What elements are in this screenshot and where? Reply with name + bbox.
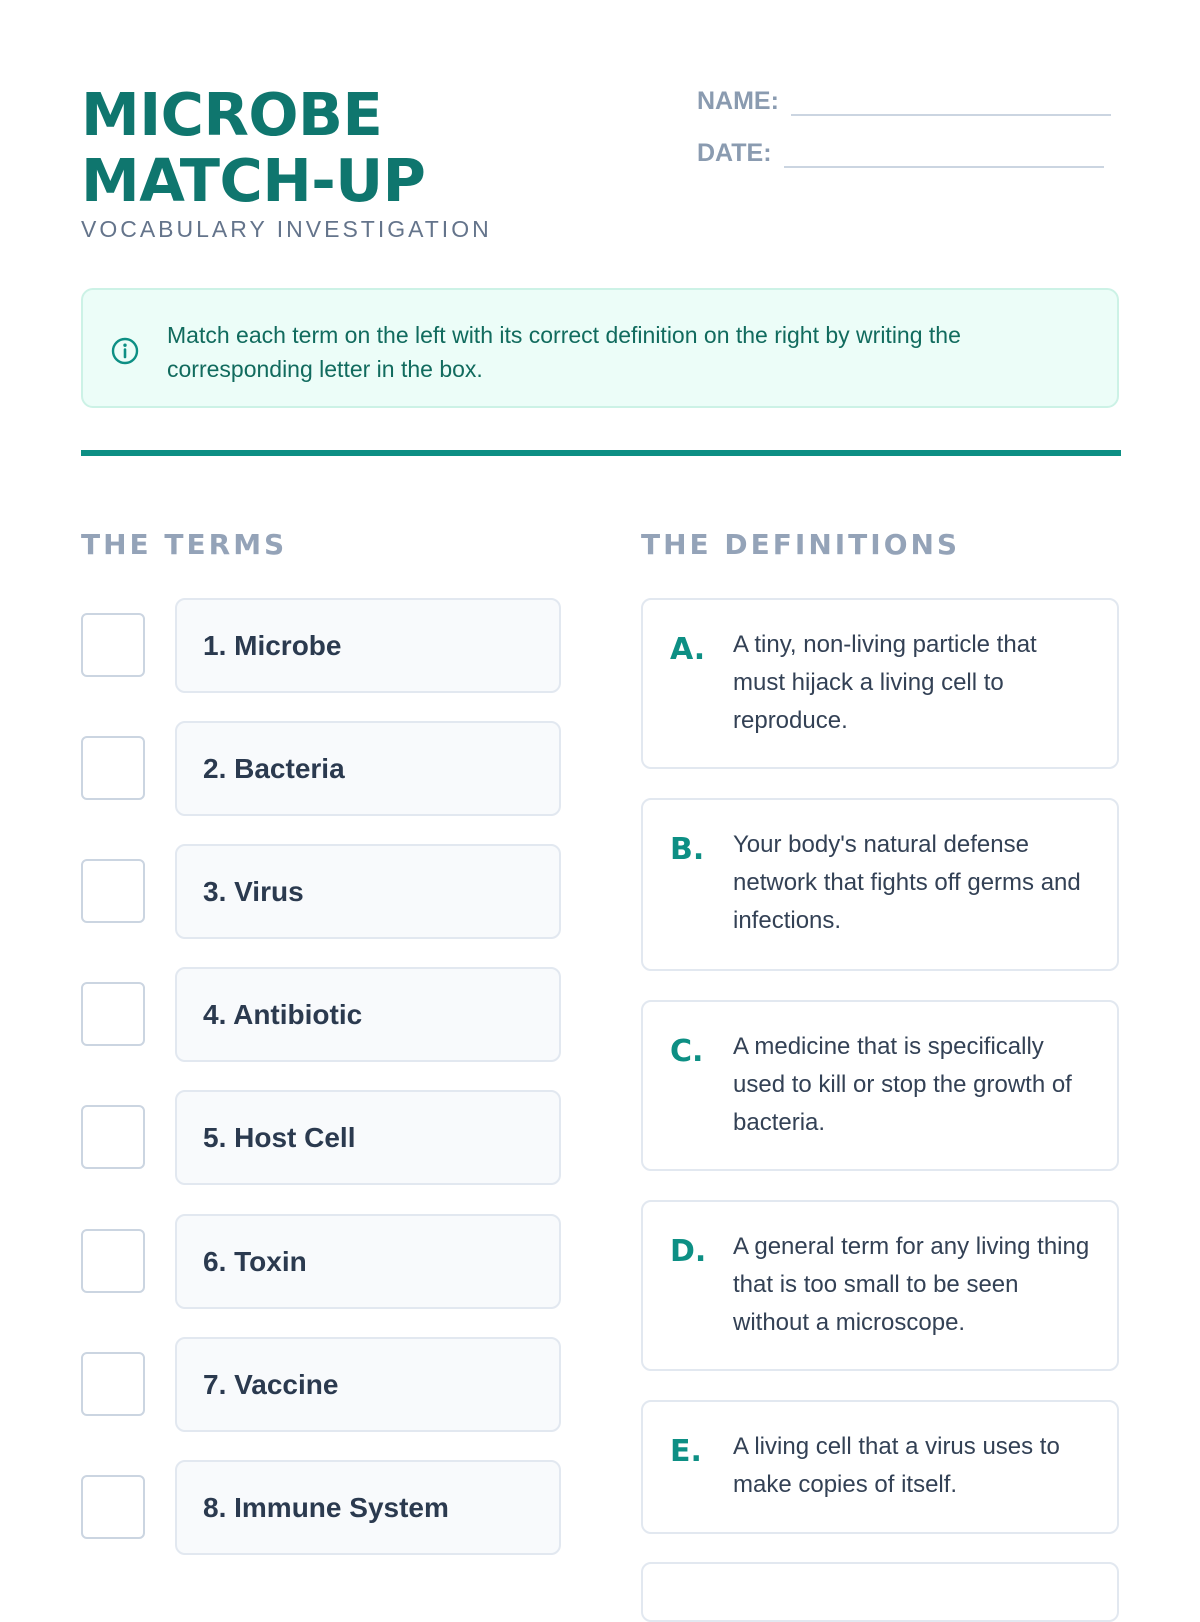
answer-box[interactable] (81, 1105, 145, 1169)
page-title: MICROBE MATCH-UP (81, 80, 426, 215)
term-card (175, 967, 561, 1062)
section-divider (81, 450, 1121, 456)
definitions-heading: THE DEFINITIONS (641, 528, 961, 561)
term-label: 4. Antibiotic (203, 999, 363, 1030)
answer-box[interactable] (81, 736, 145, 800)
term-label: 3. Virus (203, 876, 304, 907)
definition-text: A general term for any living thing that is too small to be seen without a microscope. (733, 1233, 1090, 1336)
term-card (175, 1460, 561, 1555)
definition-letter: B. (670, 832, 705, 867)
info-icon (110, 336, 140, 366)
definition-card (641, 1000, 1119, 1171)
name-field (697, 84, 1111, 116)
term-card (175, 1337, 561, 1432)
definition-text: A living cell that a virus uses to make copies of itself. (733, 1433, 1060, 1498)
term-card (175, 721, 561, 816)
answer-box[interactable] (81, 859, 145, 923)
definition-letter: C. (670, 1034, 704, 1069)
term-label: 1. Microbe (203, 630, 342, 661)
term-label: 7. Vaccine (203, 1369, 339, 1400)
term-row (81, 844, 561, 939)
term-label: 2. Bacteria (203, 753, 345, 784)
answer-box[interactable] (81, 1229, 145, 1293)
instructions-box (81, 288, 1119, 408)
term-row (81, 1337, 561, 1432)
name-label: NAME: (697, 87, 779, 115)
definition-letter: A. (670, 632, 706, 667)
date-line[interactable] (784, 136, 1104, 168)
definition-card (641, 598, 1119, 769)
term-row (81, 598, 561, 693)
term-card (175, 1090, 561, 1185)
term-row (81, 1214, 561, 1309)
term-label: 8. Immune System (203, 1492, 449, 1523)
instructions-text: Match each term on the left with its correct definition on the right by writing the corresponding letter in the box. (167, 322, 961, 382)
definition-letter: E. (670, 1434, 702, 1469)
answer-box[interactable] (81, 1475, 145, 1539)
definition-card (641, 1400, 1119, 1534)
definition-text: A medicine that is specifically used to kill or stop the growth of bacteria. (733, 1033, 1072, 1136)
date-field (697, 136, 1104, 168)
definition-card (641, 1200, 1119, 1371)
date-label: DATE: (697, 139, 772, 167)
definition-text: Your body's natural defense network that fights off germs and infections. (733, 831, 1081, 934)
term-card (175, 598, 561, 693)
term-row (81, 1460, 561, 1555)
terms-heading: THE TERMS (81, 528, 288, 561)
definition-text: A tiny, non-living particle that must hijack a living cell to reproduce. (733, 631, 1037, 734)
page-subtitle: VOCABULARY INVESTIGATION (81, 216, 492, 242)
term-card (175, 844, 561, 939)
definition-card (641, 798, 1119, 971)
term-card (175, 1214, 561, 1309)
term-row (81, 967, 561, 1062)
term-row (81, 721, 561, 816)
answer-box[interactable] (81, 613, 145, 677)
term-row (81, 1090, 561, 1185)
answer-box[interactable] (81, 982, 145, 1046)
definition-card-partial (641, 1562, 1119, 1622)
definition-letter: D. (670, 1234, 707, 1269)
name-line[interactable] (791, 84, 1111, 116)
answer-box[interactable] (81, 1352, 145, 1416)
term-label: 5. Host Cell (203, 1122, 356, 1153)
term-label: 6. Toxin (203, 1246, 307, 1277)
